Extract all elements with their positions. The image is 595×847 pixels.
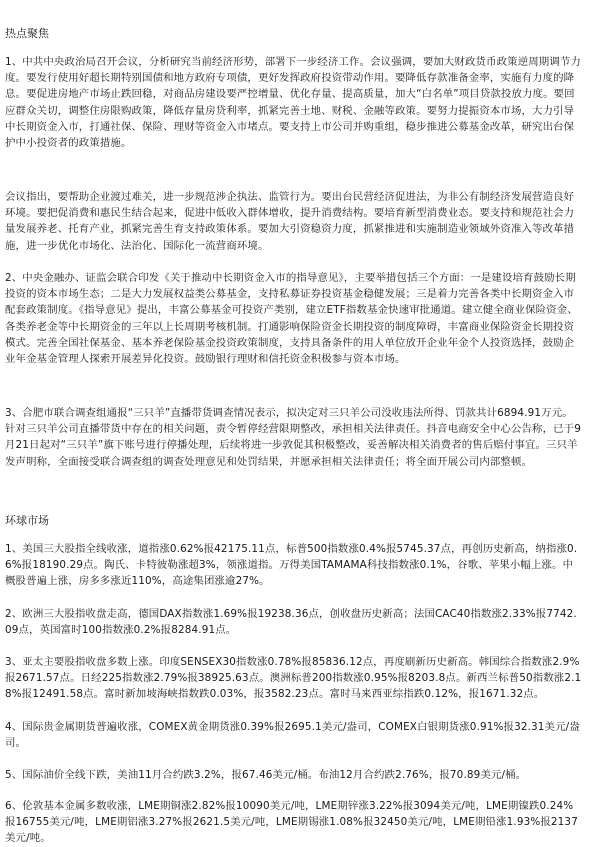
market-paragraph: 3、亚太主要股指收盘多数上涨。印度SENSEX30指数涨0.78%报85836.12点，再度刷新历史新高。韩国综合指数涨2.9%报2671.57点。日经225指数涨2.79%报38925.63点。澳洲标普200指数涨0.95%报8203.8点。新西兰标普50指数涨2.18%报12491.58点。富时新加坡海峡指数跌0.03%，报3582.23点。富时马来西亚综指跌0.12%，报1671.32点。 [5, 656, 582, 701]
market-paragraph: 1、美国三大股指全线收涨，道指涨0.62%报42175.11点，标普500指数涨0.4%报5745.37点，再创历史新高，纳指涨0.6%报18190.29点。陶氏、卡特彼勒涨超3%，领涨道指。万得美国TAMAMA科技指数涨0.1%，谷歌、苹果小幅上涨。中概股普遍上涨，房多多涨近110%，高途集团涨逾27%。 [5, 543, 578, 588]
market-paragraph: 4、国际贵金属期货普遍收涨，COMEX黄金期货涨0.39%报2695.1美元/盎司，COMEX白银期货涨0.91%报32.31美元/盎司。 [5, 721, 580, 750]
market-paragraph: 2、欧洲三大股指收盘走高，德国DAX指数涨1.69%报19238.36点，创收盘历史新高；法国CAC40指数涨2.33%报7742.09点，英国富时100指数涨0.2%报8284.91点。 [5, 608, 577, 637]
news-paragraph: 1、中共中央政治局召开会议，分析研究当前经济形势，部署下一步经济工作。会议强调，要加大财政货币政策逆周期调节力度。要发行使用好超长期特别国债和地方政府专项债，更好发挥政府投资带动作用。要降低存款准备金率，实施有力度的降息。要促进房地产市场止跌回稳，对商品房建设要严控增量、优化存量、提高质量，加大“白名单”项目贷款投放力度。要回应群众关切，调整住房限购政策，降低存量房贷利率，抓紧完善土地、财税、金融等政策。要努力提振资本市场，大力引导中长期资金入市，打通社保、保险、理财等资金入市堵点。要支持上市公司并购重组，稳步推进公募基金改革，研究出台保护中小投资者的政策措施。 [5, 56, 581, 150]
market-paragraph: 6、伦敦基本金属多数收涨，LME期铜涨2.82%报10090美元/吨，LME期锌涨3.22%报3094美元/吨，LME期镍跌0.24%报16755美元/吨，LME期铝涨3.27%报2621.5美元/吨，LME期锡涨1.08%报32450美元/吨，LME期铅涨1.93%报2137美元/吨。 [5, 800, 578, 845]
news-paragraph: 会议指出，要帮助企业渡过难关，进一步规范涉企执法、监管行为。要出台民营经济促进法，为非公有制经济发展营造良好环境。要把促消费和惠民生结合起来，促进中低收入群体增收，提升消费结构。要培育新型消费业态。要支持和规范社会力量发展养老、托育产业，抓紧完善生育支持政策体系。要加大引资稳资力度，抓紧推进和实施制造业领域外资准入等改革措施，进一步优化市场化、法治化、国际化一流营商环境。 [5, 191, 575, 252]
section-heading-hot-focus: 热点聚焦 [5, 27, 49, 40]
news-paragraph: 2、中央金融办、证监会联合印发《关于推动中长期资金入市的指导意见》，主要举措包括三个方面：一是建设培育鼓励长期投资的资本市场生态；二是大力发展权益类公募基金，支持私募证券投资基金稳健发展；三是着力完善各类中长期资金入市配套政策制度。《指导意见》提出，丰富公募基金可投资产类别，建立ETF指数基金快速审批通道。建立健全商业保险资金、各类养老金等中长期资金的三年以上长周期考核机制。打通影响保险资金长期投资的制度障碍，丰富商业保险资金长期投资模式。完善全国社保基金、基本养老保险基金投资政策制度，支持具备条件的用人单位放开企业年金个人投资选择，鼓励企业年金基金管理人探索开展差异化投资。鼓励银行理财和信托资金积极参与资本市场。 [5, 272, 578, 366]
market-paragraph: 5、国际油价全线下跌，美油11月合约跌3.2%，报67.46美元/桶。布油12月合约跌2.76%，报70.89美元/桶。 [5, 769, 527, 781]
section-heading-global-markets: 环球市场 [5, 514, 49, 527]
news-paragraph: 3、合肥市联合调查组通报“三只羊”直播带货调查情况表示，拟决定对三只羊公司没收违法所得、罚款共计6894.91万元。针对三只羊公司直播带货中存在的相关问题，责令暂停经营限期整改，承担相关法律责任。抖音电商安全中心公告称，已于9月21日起对“三只羊”旗下账号进行停播处理，后续将进一步敦促其积极整改，妥善解决相关消费者的售后赔付事宜。三只羊发声明称，全面接受联合调查组的调查处理意见和处罚结果，并愿承担相关法律责任；将全面开展公司内部整顿。 [5, 407, 581, 468]
